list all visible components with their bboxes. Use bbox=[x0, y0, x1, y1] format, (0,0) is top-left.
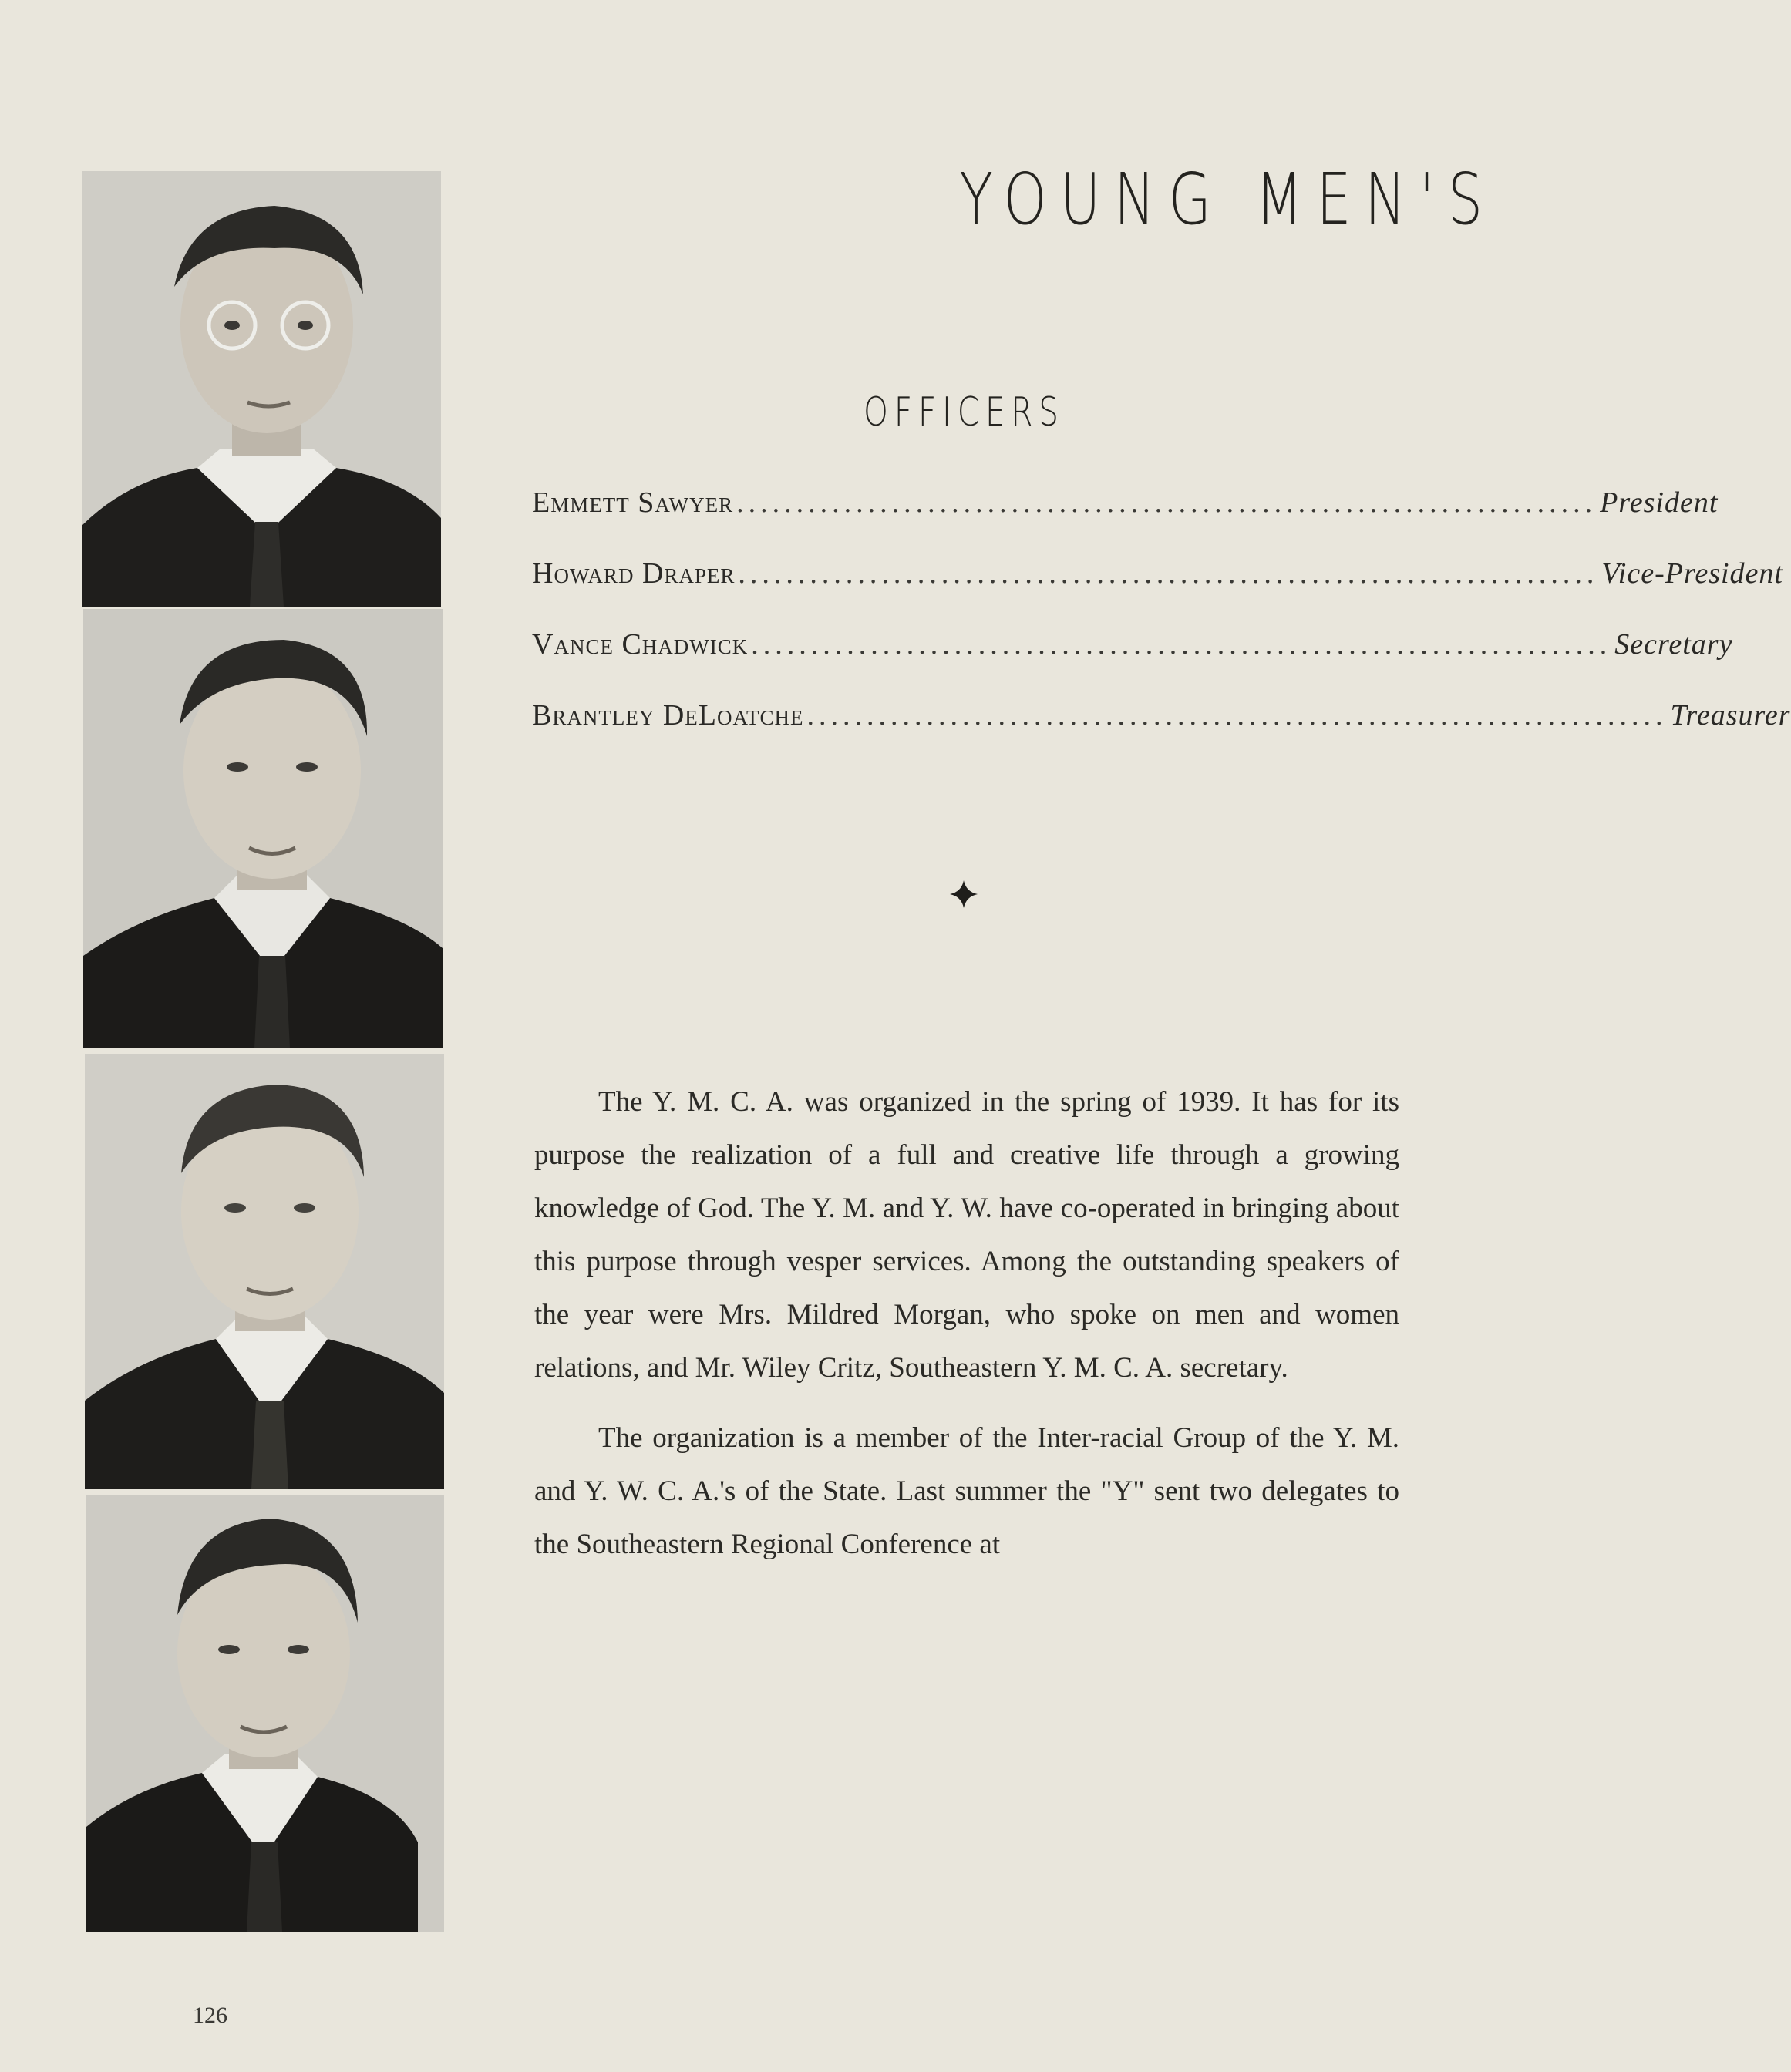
officer-row bbox=[532, 557, 1783, 627]
officer-row bbox=[532, 486, 1719, 557]
officer-name: Brantley DeLoatche bbox=[532, 699, 804, 732]
officer-row bbox=[532, 627, 1733, 698]
leader-dots: ........................................................................ bbox=[736, 486, 1597, 519]
leader-dots: ........................................................................ bbox=[738, 557, 1599, 590]
officer-name: Vance Chadwick bbox=[532, 628, 749, 661]
page-title: YOUNG MEN'S bbox=[959, 158, 1496, 240]
leader-dots: ........................................................................ bbox=[751, 628, 1612, 661]
officer-role: Vice-President bbox=[1601, 557, 1783, 590]
portrait-photo-1 bbox=[82, 171, 441, 607]
paragraph: The organization is a member of the Inter-racial Group of the Y. M. and Y. W. C. A.'s of the State. Last summer the "Y" sent two delegates to the Southeastern Regional Conference at bbox=[534, 1422, 1399, 1560]
officer-name: Howard Draper bbox=[532, 557, 736, 590]
officers-heading: OFFICERS bbox=[864, 389, 1065, 436]
officer-role: Treasurer bbox=[1670, 699, 1791, 732]
officer-role: President bbox=[1600, 486, 1719, 519]
officer-role: Secretary bbox=[1614, 628, 1733, 661]
officers-list bbox=[532, 486, 1791, 769]
officer-name: Emmett Sawyer bbox=[532, 486, 734, 519]
leader-dots: ........................................................................ bbox=[806, 699, 1668, 732]
paragraph: The Y. M. C. A. was organized in the spring of 1939. It has for its purpose the realization of a full and creative life through a growing knowledge of God. The Y. M. and Y. W. have co-operated in bringing about this purpose through vesper services. Among the outstanding speakers of the year were Mrs. Mildred Morgan, who spoke on men and women relations, and Mr. Wiley Critz, Southeastern Y. M. C. A. secretary. bbox=[534, 1086, 1399, 1384]
body-text bbox=[534, 1075, 1399, 1588]
portrait-photo-2 bbox=[83, 609, 443, 1048]
diamond-ornament-icon bbox=[950, 880, 978, 908]
page-number: 126 bbox=[193, 2003, 227, 2028]
portrait-photo-4 bbox=[86, 1495, 444, 1932]
portrait-photo-3 bbox=[85, 1054, 444, 1489]
officer-row bbox=[532, 698, 1791, 769]
